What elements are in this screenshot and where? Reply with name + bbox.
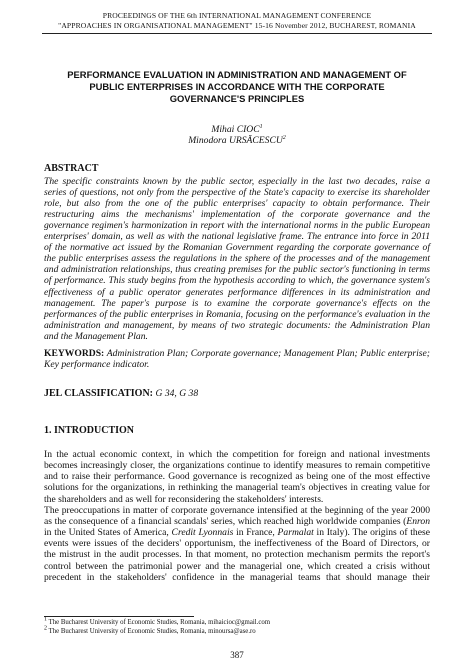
paper-title-line-3: GOVERNANCE'S PRINCIPLES <box>169 93 305 104</box>
abstract-line: enterprises' domain, as well as with the national legislative frame. The entrance into force in 2011 <box>44 231 430 243</box>
abstract-line: governance regimen's harmonization in report with the international norms in the public European <box>44 220 430 232</box>
body-line: events were issues of the deciders' opportunism, the ineffectiveness of the Board of Directors, or <box>44 538 430 550</box>
conference-header-line-1: PROCEEDINGS OF THE 6th INTERNATIONAL MANAGEMENT CONFERENCE <box>102 11 372 20</box>
body-line: becomes increasingly closer, the organizations continue to identify measures to remain competitive <box>44 460 430 472</box>
footnote-2 <box>44 625 256 635</box>
footnote-mark: 2 <box>44 625 47 632</box>
abstract-line: of performance. This study begins from the hypothesis according to which, the governance system's <box>44 275 430 287</box>
body-line: In the actual economic context, in which the competition for foreign and national investments <box>44 449 430 460</box>
keywords-label: KEYWORDS: <box>44 348 105 359</box>
jel-codes: G 34, G 38 <box>155 388 199 399</box>
section-heading: 1. INTRODUCTION <box>44 425 135 436</box>
footnote-text: The Bucharest University of Economic Studies, Romania, mihaicioc@gmail.com <box>48 619 271 626</box>
jel-classification <box>44 388 198 399</box>
author-name: Minodora URSĂCESCU <box>188 135 283 146</box>
paper-title-line-1: PERFORMANCE EVALUATION IN ADMINISTRATION AND MANAGEMENT OF <box>67 69 407 80</box>
abstract-line: and the Management Plan. <box>44 330 148 342</box>
footnote-text: The Bucharest University of Economic Studies, Romania, minoursa@ase.ro <box>48 628 256 635</box>
footnote-mark: 1 <box>259 123 263 130</box>
author-1 <box>20 124 454 135</box>
body-line: the mistrust in the audit processes. In that moment, no protection mechanism permits the report's <box>44 549 430 561</box>
body-line: in the United States of America, Credit Lyonnais in France, Parmalat in Italy). The origins of these <box>44 527 430 539</box>
page-number: 387 <box>230 650 244 660</box>
abstract-heading: ABSTRACT <box>44 163 99 174</box>
keywords-text: Key performance indicator. <box>44 359 150 370</box>
conference-header-line-2: "APPROACHES IN ORGANISATIONAL MANAGEMENT" 15-16 November 2012, BUCHAREST, ROMANIA <box>58 21 416 30</box>
abstract-line: administration and management, by means of two strategic documents: the Administration Plan <box>44 319 430 331</box>
body-line: control between the patrimonial power and the managerial one, which created a crisis without <box>44 560 430 572</box>
body-line: solutions for the organizations, in rethinking the managerial team's objectives in creating value for <box>44 482 430 494</box>
abstract-line: series of questions, not only from the perspective of the State's capacity to exercise its shareholder <box>44 187 430 199</box>
abstract-line: role, but also from the one of the public enterprises' capacity to obtain performance. Their <box>44 198 430 210</box>
body-line: The preoccupations in matter of corporate governance intensified at the beginning of the year 2000 <box>44 504 430 516</box>
footnote-divider <box>44 616 194 617</box>
abstract-line: performances of the public enterprises in Romania, focusing on the performance's evaluation in the <box>44 308 430 320</box>
author-name: Mihai CIOC <box>211 124 260 135</box>
footnote-mark: 1 <box>44 616 47 623</box>
body-line: precedent in the stakeholders' confidence in the managerial teams that should manage their <box>44 571 430 583</box>
jel-label: JEL CLASSIFICATION: <box>44 388 154 399</box>
keywords-text: Administration Plan; Corporate governance; Management Plan; Public enterprise; <box>106 348 430 359</box>
abstract-line: The specific constraints known by the public sector, especially in the last two decades, raise a <box>44 176 430 187</box>
author-2 <box>20 135 454 146</box>
footnote-1 <box>44 616 271 626</box>
body-line: as the consequence of a financial scandals' series, which reached high worldwide companies (Enron <box>44 515 430 527</box>
abstract-line: effectiveness of a public operator generates performance differences in its administration and <box>44 286 430 298</box>
abstract-line: and administration relationships, thus creating premises for the public sector's functioning in terms <box>44 264 430 276</box>
footnote-mark: 2 <box>282 134 286 141</box>
abstract-line: restructuring aims the mechanisms' implementation of the corporate governance and the <box>44 209 430 221</box>
keywords-line-1 <box>44 348 430 359</box>
body-line: the shareholders and as well for reconsidering the stakeholders' interests. <box>44 493 324 505</box>
body-line: and to raise their performance. Good governance is recognized as being one of the most effective <box>44 471 430 483</box>
abstract-line: management. The paper's purpose is to examine the corporate governance's effects on the <box>44 297 430 309</box>
paper-title-line-2: PUBLIC ENTERPRISES IN ACCORDANCE WITH THE CORPORATE <box>89 81 385 92</box>
abstract-line: of the normative act issued by the Romanian Government regarding the corporate governance of <box>44 242 430 254</box>
header-divider <box>42 33 432 34</box>
abstract-line: the public enterprises assess the regulations in the sphere of the processes and of the management <box>44 253 430 265</box>
keywords-line-2 <box>44 359 430 370</box>
